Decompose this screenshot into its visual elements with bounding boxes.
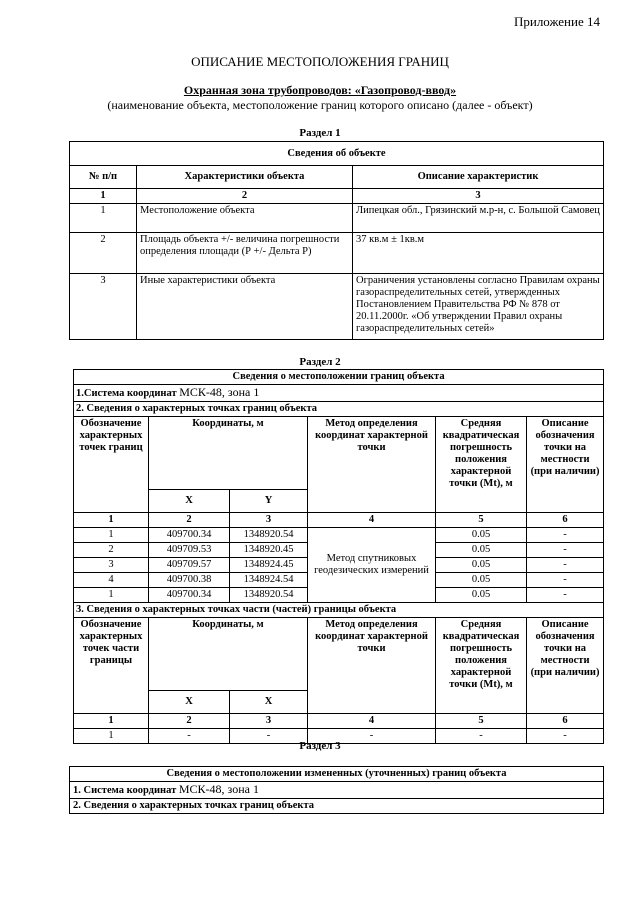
section2-table [73,369,604,744]
col-characteristic-header: Характеристики объекта [137,166,353,189]
row-characteristic: Площадь объекта +/- величина погрешности определения площади (Р +/- Дельта Р) [137,233,353,274]
parts-header: 3. Сведения о характерных точках части (частей) границы объекта [74,603,604,618]
coord-system-value: МСК-48, зона 1 [178,782,259,796]
col-index: 5 [436,513,527,528]
coord-system-label: 1.Система координат [76,388,177,399]
part-point-error: - [436,729,527,744]
col-index: 2 [149,513,230,528]
point-number: 2 [74,543,149,558]
col-coords-header: Координаты, м [149,417,308,490]
col-index: 6 [527,714,604,729]
col-method-header: Метод определения координат характерной точки [308,618,436,714]
point-x: 409700.34 [149,588,230,603]
object-name [0,83,640,98]
col-y-header: Y [230,490,308,513]
col-error-header: Средняя квадратическая погрешность положения характерной точки (Mt), м [436,618,527,714]
col-point-header: Обозначение характерных точек границ [74,417,149,513]
point-x: 409709.57 [149,558,230,573]
part-point-x: - [149,729,230,744]
col-desc-header: Описание обозначения точки на местности (при наличии) [527,417,604,513]
point-desc: - [527,528,604,543]
col-index: 4 [308,513,436,528]
col-index: 2 [137,189,353,204]
row-characteristic: Местоположение объекта [137,204,353,233]
point-desc: - [527,543,604,558]
point-x: 409709.53 [149,543,230,558]
col-description-header: Описание характеристик [353,166,604,189]
section3-header: Сведения о местоположении измененных (уточненных) границ объекта [70,767,604,782]
section1-table [69,141,604,340]
point-y: 1348924.45 [230,558,308,573]
point-desc: - [527,558,604,573]
col-index: 1 [74,513,149,528]
row-description: Ограничения установлены согласно Правилам охраны газораспределительных сетей, утвержденных Постановлением Правительства РФ № 878 от 20.11.2000г. «Об утверждении Правил охраны газораспределительных сетей» [353,274,604,340]
col-index: 1 [74,714,149,729]
part-point-y: - [230,729,308,744]
object-name-text: Охранная зона трубопроводов: «Газопровод-ввод» [183,83,457,97]
coord-system-row [70,782,604,799]
section2-label: Раздел 2 [299,356,341,368]
points-header: 2. Сведения о характерных точках границ объекта [74,402,604,417]
col-coords-header: Координаты, м [149,618,308,691]
row-characteristic: Иные характеристики объекта [137,274,353,340]
section2-header: Сведения о местоположении границ объекта [74,370,604,385]
coord-system-label: 1. Система координат [73,785,177,796]
col-index: 3 [230,714,308,729]
col-error-header: Средняя квадратическая погрешность положения характерной точки (Mt), м [436,417,527,513]
point-x: 409700.38 [149,573,230,588]
col-point-part-header: Обозначение характерных точек части границы [74,618,149,714]
section3-table [69,766,604,814]
col-index: 4 [308,714,436,729]
point-y: 1348924.54 [230,573,308,588]
point-error: 0.05 [436,528,527,543]
section3-label: Раздел 3 [299,740,341,752]
point-error: 0.05 [436,573,527,588]
point-x: 409700.34 [149,528,230,543]
col-index: 3 [230,513,308,528]
row-number: 2 [70,233,137,274]
part-point-desc: - [527,729,604,744]
table-row [74,528,604,543]
col-index: 3 [353,189,604,204]
point-error: 0.05 [436,543,527,558]
point-number: 1 [74,528,149,543]
col-method-header: Метод определения координат характерной точки [308,417,436,513]
point-y: 1348920.45 [230,543,308,558]
table-row [70,204,604,233]
object-note: (наименование объекта, местоположение границ которого описано (далее - объект) [107,98,533,112]
point-number: 3 [74,558,149,573]
row-number: 3 [70,274,137,340]
table-row [70,274,604,340]
part-point-method: - [308,729,436,744]
col-number-header: № п/п [70,166,137,189]
col-index: 5 [436,714,527,729]
col-index: 1 [70,189,137,204]
method-value: Метод спутниковых геодезических измерений [308,528,436,603]
point-y: 1348920.54 [230,528,308,543]
col-x-header: X [230,691,308,714]
row-number: 1 [70,204,137,233]
row-description: 37 кв.м ± 1кв.м [353,233,604,274]
col-index: 6 [527,513,604,528]
appendix-label: Приложение 14 [513,14,600,29]
col-desc-header: Описание обозначения точки на местности (при наличии) [527,618,604,714]
section1-header: Сведения об объекте [70,142,604,166]
points-header: 2. Сведения о характерных точках границ объекта [70,799,604,814]
row-description: Липецкая обл., Грязинский м.р-н, с. Большой Самовец [353,204,604,233]
col-index: 2 [149,714,230,729]
col-x-header: X [149,490,230,513]
point-desc: - [527,573,604,588]
coord-system-row [74,385,604,402]
point-desc: - [527,588,604,603]
coord-system-value: МСК-48, зона 1 [179,385,260,399]
page-title: ОПИСАНИЕ МЕСТОПОЛОЖЕНИЯ ГРАНИЦ [191,54,449,69]
point-error: 0.05 [436,588,527,603]
point-error: 0.05 [436,558,527,573]
point-number: 4 [74,573,149,588]
col-x-header: X [149,691,230,714]
part-point-number: 1 [74,729,149,744]
point-y: 1348920.54 [230,588,308,603]
section1-label: Раздел 1 [299,127,341,139]
point-number: 1 [74,588,149,603]
table-row [70,233,604,274]
